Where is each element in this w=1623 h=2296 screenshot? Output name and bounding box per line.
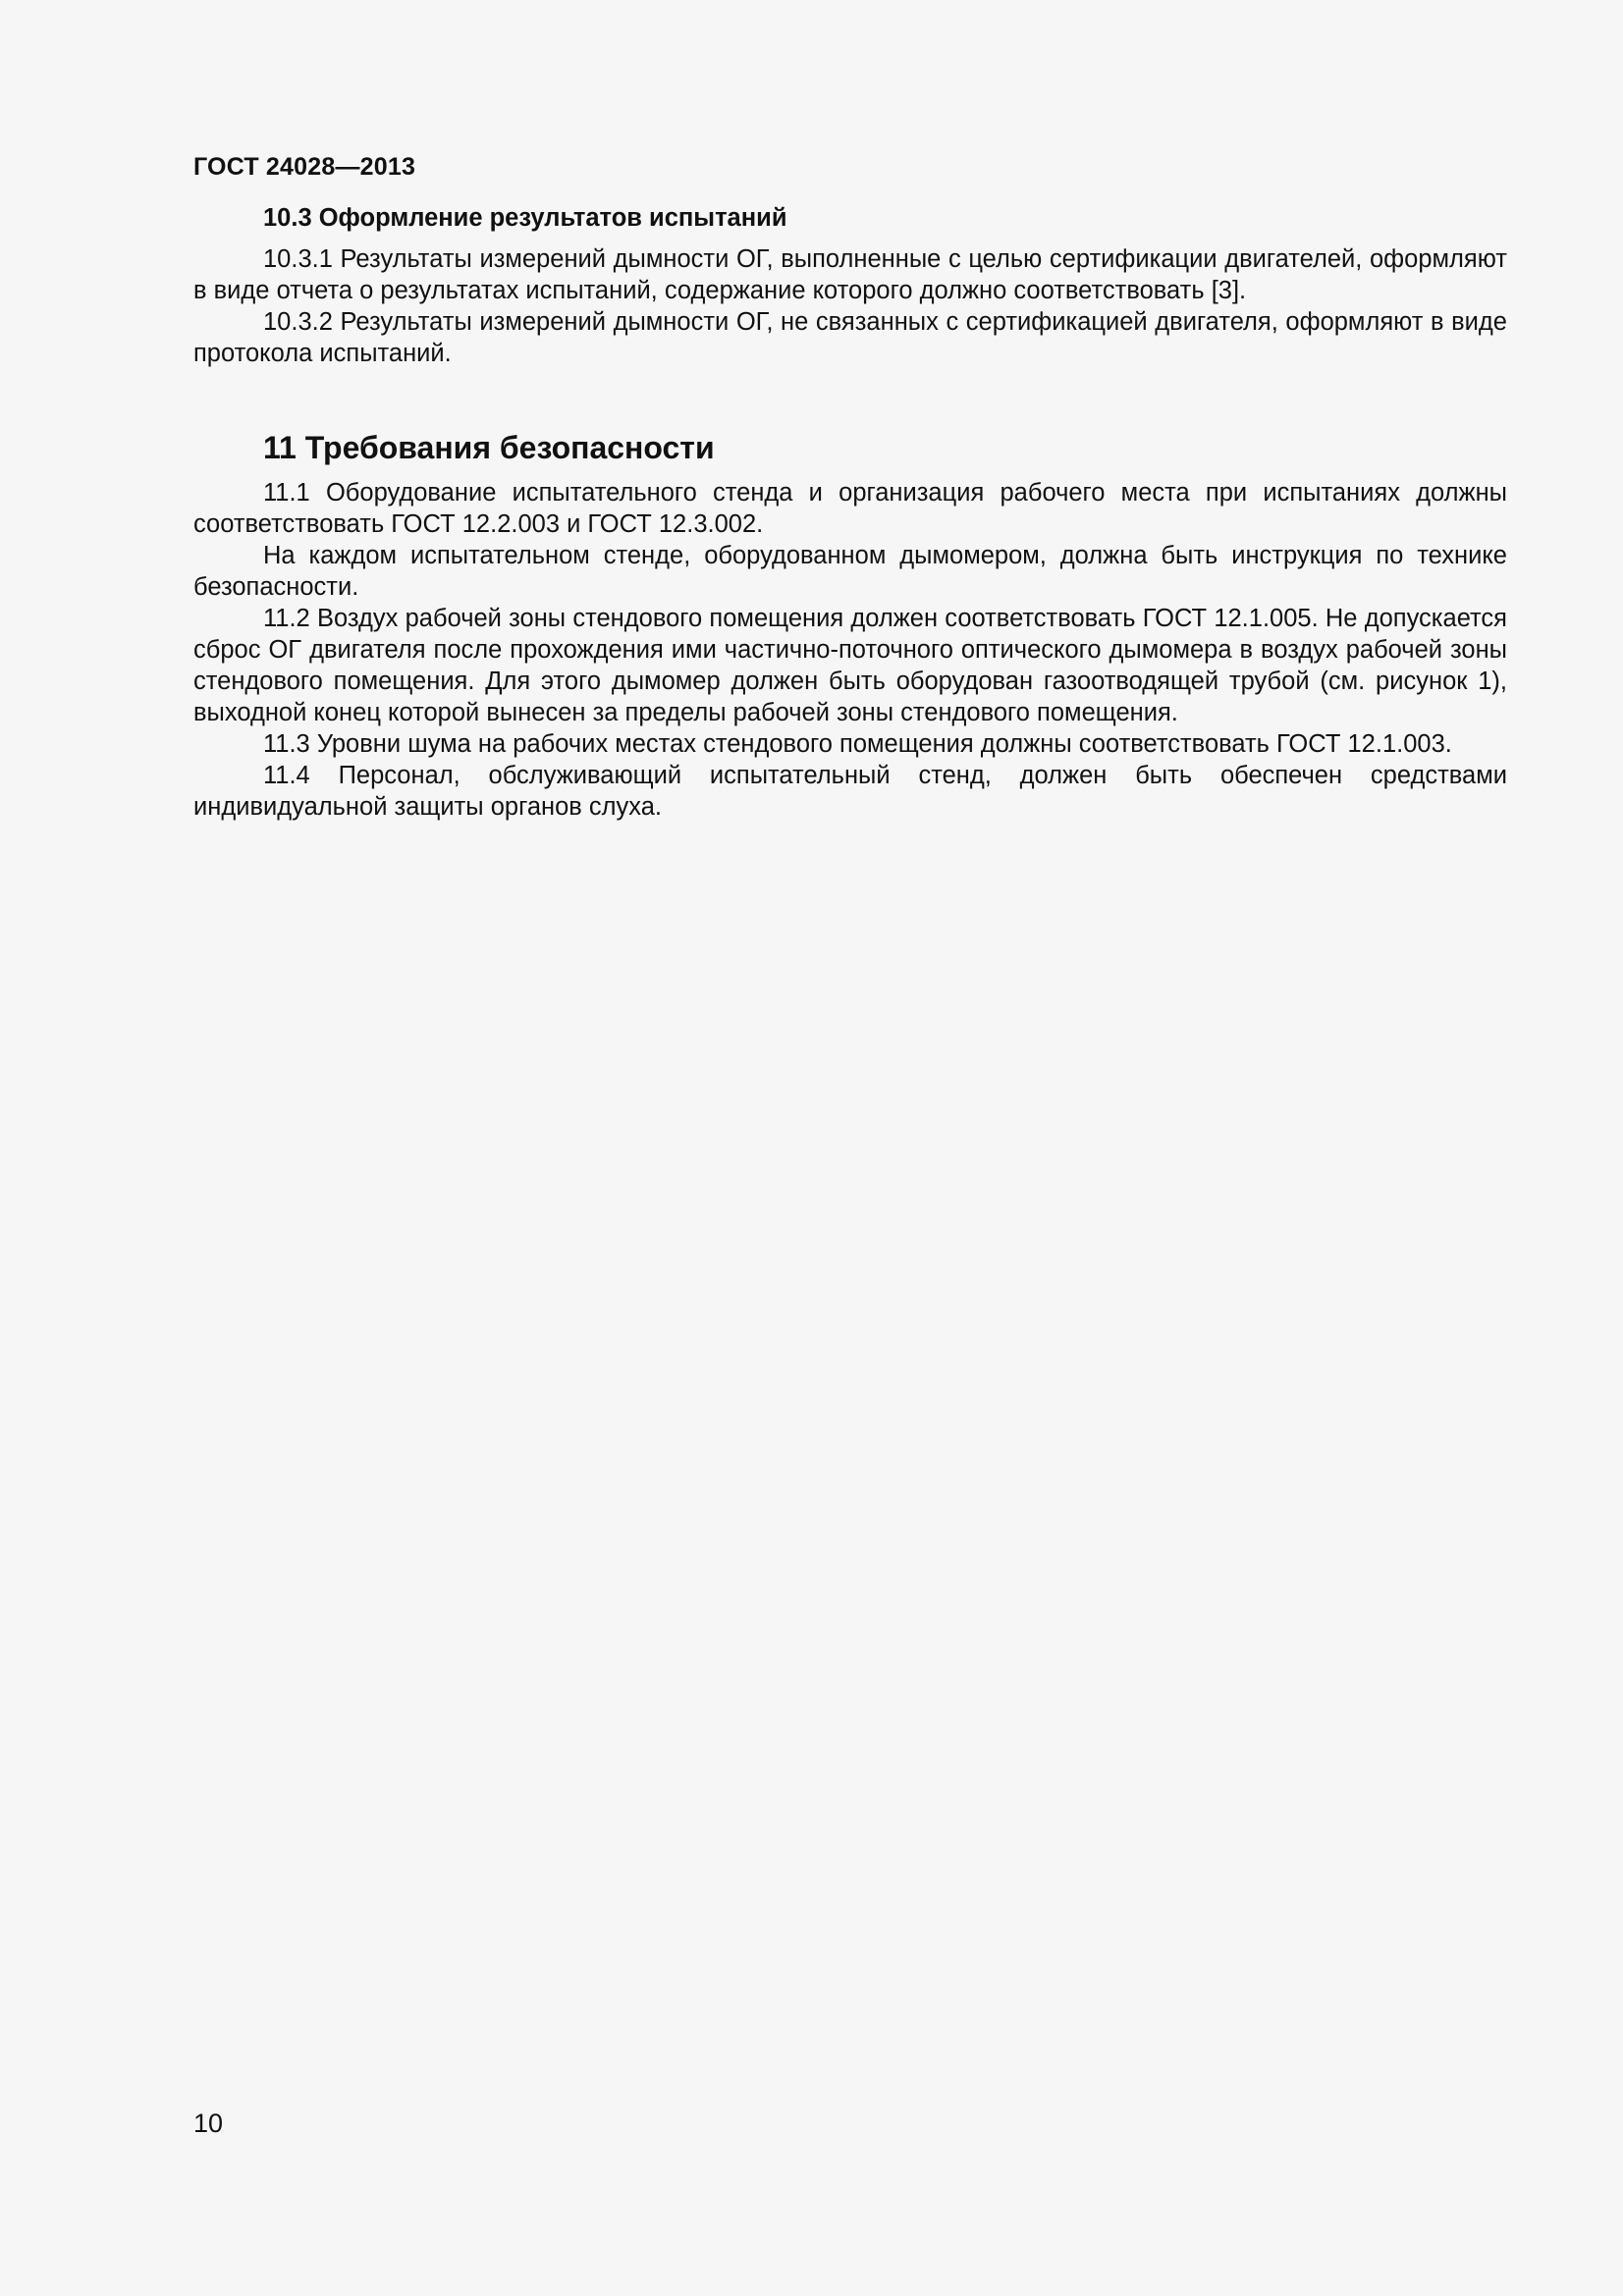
paragraph-11-1: 11.1 Оборудование испытательного стенда и организация рабочего места при испытаниях должны соответствовать ГОСТ 12.2.003 и ГОСТ 12.3.002. <box>193 479 1507 538</box>
paragraph-11-2: 11.2 Воздух рабочей зоны стендового помещения должен соответствовать ГОСТ 12.1.005. Не допускается сброс ОГ двигателя после прохождения ими частично-поточного оптического дымомера в воздух рабочей зоны стендового помещения. Для этого дымомер должен быть оборудован газоотводящей трубой (см. рисунок 1), выходной конец которой вынесен за пределы рабочей зоны стендового помещения. <box>193 605 1507 726</box>
paragraph-11-3: 11.3 Уровни шума на рабочих местах стендового помещения должны соответствовать ГОСТ 12.1.003. <box>263 730 1452 758</box>
paragraph-10-3-1: 10.3.1 Результаты измерений дымности ОГ, выполненные с целью сертификации двигателей, оформляют в виде отчета о результатах испытаний, содержание которого должно соответствовать [3]. <box>193 245 1507 304</box>
paragraph-10-3-2: 10.3.2 Результаты измерений дымности ОГ, не связанных с сертификацией двигателя, оформляют в виде протокола испытаний. <box>193 308 1507 367</box>
document-header: ГОСТ 24028—2013 <box>193 153 416 181</box>
subsection-title-10-3: 10.3 Оформление результатов испытаний <box>263 204 787 232</box>
paragraph-11-4: 11.4 Персонал, обслуживающий испытательный стенд, должен быть обеспечен средствами индивидуальной защиты органов слуха. <box>193 762 1507 821</box>
section-11-body <box>193 477 1507 823</box>
document-page <box>193 0 1507 2296</box>
section-10-3-body <box>193 243 1507 369</box>
section-title-11: 11 Требования безопасности <box>263 430 715 465</box>
page-number: 10 <box>193 2109 224 2138</box>
paragraph-11-1-note: На каждом испытательном стенде, оборудованном дымомером, должна быть инструкция по технике безопасности. <box>193 542 1507 601</box>
